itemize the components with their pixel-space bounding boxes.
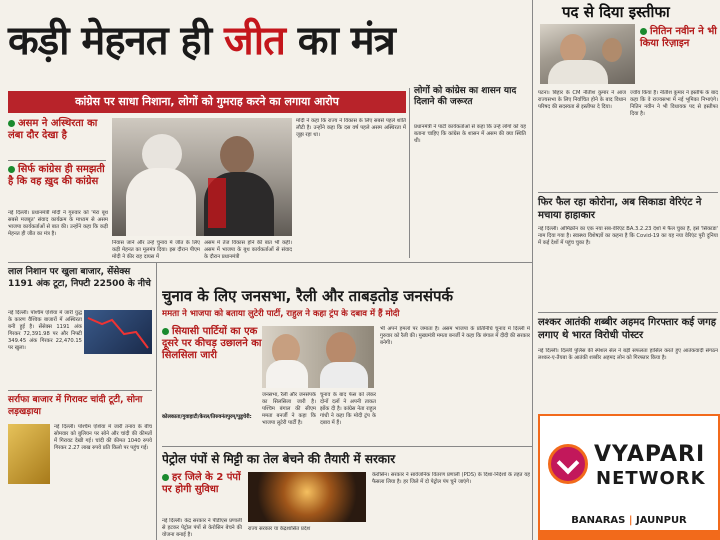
divider [532,0,533,540]
divider [162,446,532,447]
bullet-dot-icon [8,120,15,127]
lead-photo-caption: निवास जाने और उन्हें चुनाव में जीत के लिए कड़ी मेहनत का मूलमंत्र दिया। इस दौरान पीएम मोदी ने कीर राह दायस में [112,240,200,260]
bullion-body: नई दिल्ली। पश्चिम एशिया में जारी तनाव के बीच सोमवार को बुलियन पर सोने और चांदी की कीमतों में गिरावट देखी गई। चांदी की कीमत 1040 रुपये गिरकर 2.27 लाख रुपये प्रति किलो पर पहुंच गई। [54,424,152,451]
mamata-rahul-photo [262,326,374,388]
ad-brand-line2: NETWORK [596,468,706,489]
ad-location-bar: BANARAS | JAUNPUR [540,512,718,530]
kerosene-lamp-photo [248,472,366,522]
headline-highlight: जीत [224,18,285,64]
markets-headline: लाल निशान पर खुला बाजार, सेंसेक्स 1191 अंक टूटा, निफ्टी 22500 के नीचे [8,267,151,289]
lead-body-left: नई दिल्ली। प्रधानमंत्री मोदी ने गुरुवार को 'मेरा बूथ सबसे मजबूत' संवाद कार्यक्रम के माध्यम से असम भाजपा कार्यकर्ताओं से बात की। उन्होंने कहा कि कड़ी मेहनत ही जीत का मंत्र है। [8,210,108,237]
top-right-headline: पद से दिया इस्तीफा [562,3,670,21]
vyapari-network-ad[interactable] [538,414,720,540]
ad-accent-stripe [540,530,718,538]
election-body-2: चुनाव के बाद फेस को लेकर दोनों दलों ने अपनी ताकत झोंक दी है। कांग्रेस नेता राहुल गांधी ने कहा कि मोदी ट्रंप के दबाव में हैं। [320,392,376,426]
divider [156,262,157,540]
nitish-body: ज्वॉय किया है। नीतीश कुमार ने इस्तीफे के बाद कहा कि वे राज्यसभा में नई भूमिका निभाएंगे। नितिन नवीन ने भी विधायक पद से इस्तीफा दिया है। [630,90,718,117]
divider [8,160,106,161]
lead-side-box-body: प्रधानमंत्री ने पार्टी कार्यकर्ताओं से कहा कि उन्हें लोगों को यह बताना चाहिए कि कांग्रेस के शासन में असम की क्या स्थिति थी। [414,124,526,144]
election-bullet: सियासी पार्टियों का एक दूसरे पर कीचड़ उछालने का सिलसिला जारी [162,326,262,361]
petrol-bullet: हर जिले के 2 पंपों पर होगी सुविधा [162,472,241,495]
election-dateline: कोलकाता/गुवाहाटी/केरल/तिरुवनंतपुरम्/पुडुचेरी: [162,414,252,420]
lead-bullet-2: सिर्फ कांग्रेस ही समझती है कि वह ख़ुद की कांग्रेस [8,164,105,187]
petrol-body-2: केरोसिन। सरकार ने सार्वजनिक वितरण प्रणाली (PDS) के दिशा-निर्देशों के तहत यह फैसला लिया है। हर जिले में दो पेट्रोल पंप चुने जाएंगे। [372,472,530,485]
lead-body-right: मोदी ने कहा कि राज्य ने विकास के लिए सबसे पहले शांति लौटी है। उन्होंने कहा कि दस वर्ष पहले असम अस्थिरता में जूझ रहा था। [296,118,406,138]
petrol-photo-caption: राज्य सरकार या केंद्रशासित प्रदेश [248,526,311,532]
lead-side-box-title: लोगों को कांग्रेस का शासन याद दिलाने की जरूरत [414,86,517,107]
headline-part1: कड़ी मेहनत ही [8,18,225,64]
lead-body-mid: असम में तेज विकास होने की बात भी कही। असम में भाजपा के बूथ कार्यकर्ताओं से संवाद के दौरान प्रधानमंत्री [204,240,292,260]
ad-brand-line1: VYAPARI [594,442,706,467]
election-body-1: जनसभा, रैली और जनसंपर्क का सिलसिला जारी है। पश्चिम बंगाल की सीएम ममता बनर्जी ने कहा कि भाजपा लुटेरी पार्टी है। [262,392,316,426]
corona-body: नई दिल्ली। ओमिक्रॉन का एक नया सब-वेरिएंट BA.3.2.23 देशों में फैल चुका है, इसे 'सिकाडा' नाम दिया गया है। स्वास्थ्य विशेषज्ञों का कहना है कि Covid-19 का यह नया वेरिएंट पूरी दुनिया में कई देशों में पहुंच चुका है। [538,226,718,246]
nitish-caption: पटना। बिहार के CM नीतीश कुमार ने आज राज्यसभा के लिए निर्वाचित होने के बाद विधान परिषद की सदस्यता से इस्तीफा दे दिया। [538,90,626,110]
headline-part2: का मंत्र [284,18,395,64]
election-headline: चुनाव के लिए जनसभा, रैली और ताबड़तोड़ जनसंपर्क [162,287,454,305]
divider [538,312,718,313]
bullet-dot-icon [8,166,15,173]
sensex-graphic [84,310,152,354]
divider [8,262,532,263]
nitin-naveen-bullet: नितिन नवीन ने भी किया रिज़ाइन [640,26,717,49]
election-subheadline: ममता ने भाजपा को बताया लुटेरी पार्टी, राहुल ने कहा ट्रंप के दबाव में हैं मोदी [162,309,400,319]
lead-bullet-1: असम ने अस्थिरता का लंबा दौर देखा है [8,118,98,141]
lead-subhead-banner: कांग्रेस पर साधा निशाना, लोगों को गुमराह करने का लगाया आरोप [8,91,406,113]
bullion-headline: सर्राफा बाजार में गिरावट चांदी टूटी, सोना लड़खड़ाया [8,395,143,417]
lashkar-body: नई दिल्ली। दिल्ली पुलिस की स्पेशल सेल ने बड़ी सफलता हासिल करते हुए आतंकवादी संगठन लश्कर-ए-तैयबा के आतंकी शब्बीर अहमद लोन को गिरफ्तार किया है। [538,348,718,361]
divider [8,390,152,391]
gold-silver-photo [8,424,50,484]
divider [538,192,718,193]
ad-logo-icon [548,444,588,484]
divider [409,88,410,258]
election-body-3: भी अपने हमलों पर जमाता है। असम भाजपा के प्रतिनिधि चुनाव में दिल्ली में गुरुवार को रैली की। मुख्यमंत्री ममता बनर्जी ने कहा कि बंगाल में दीदी की सरकार बनेगी। [380,326,530,346]
petrol-headline: पेट्रोल पंपों से मिट्टी का तेल बेचने की तैयारी में सरकार [162,452,396,466]
markets-body: नई दिल्ली। पश्चिम एशिया में जारी युद्ध के कारण वैश्विक बाजारों में अस्थिरता बनी हुई है। सेंसेक्स 1191 अंक गिरकर 72,391.98 पर और निफ्टी 349.45 अंक गिरकर 22,470.15 पर खुला। [8,310,82,351]
main-headline [8,6,528,76]
bullet-dot-icon [162,474,169,481]
bullet-dot-icon [640,28,647,35]
petrol-body-1: नई दिल्ली। केंद्र सरकार ने पीडीएस प्रणाली से हटकर पेट्रोल पंपों से केरोसिन बेचने की योजना बनाई है। [162,518,242,538]
downtrend-chart-icon [84,310,152,354]
modi-assam-photo [112,118,292,236]
corona-headline: फिर फैल रहा कोरोना, अब सिकाडा वेरिएंट ने मचाया हाहाकार [538,197,702,221]
nitish-kumar-photo [540,24,635,84]
bullet-dot-icon [162,328,169,335]
lashkar-headline: लश्कर आतंकी शब्बीर अहमद गिरफ्तार कई जगह लगाए थे भारत विरोधी पोस्टर [538,317,717,341]
